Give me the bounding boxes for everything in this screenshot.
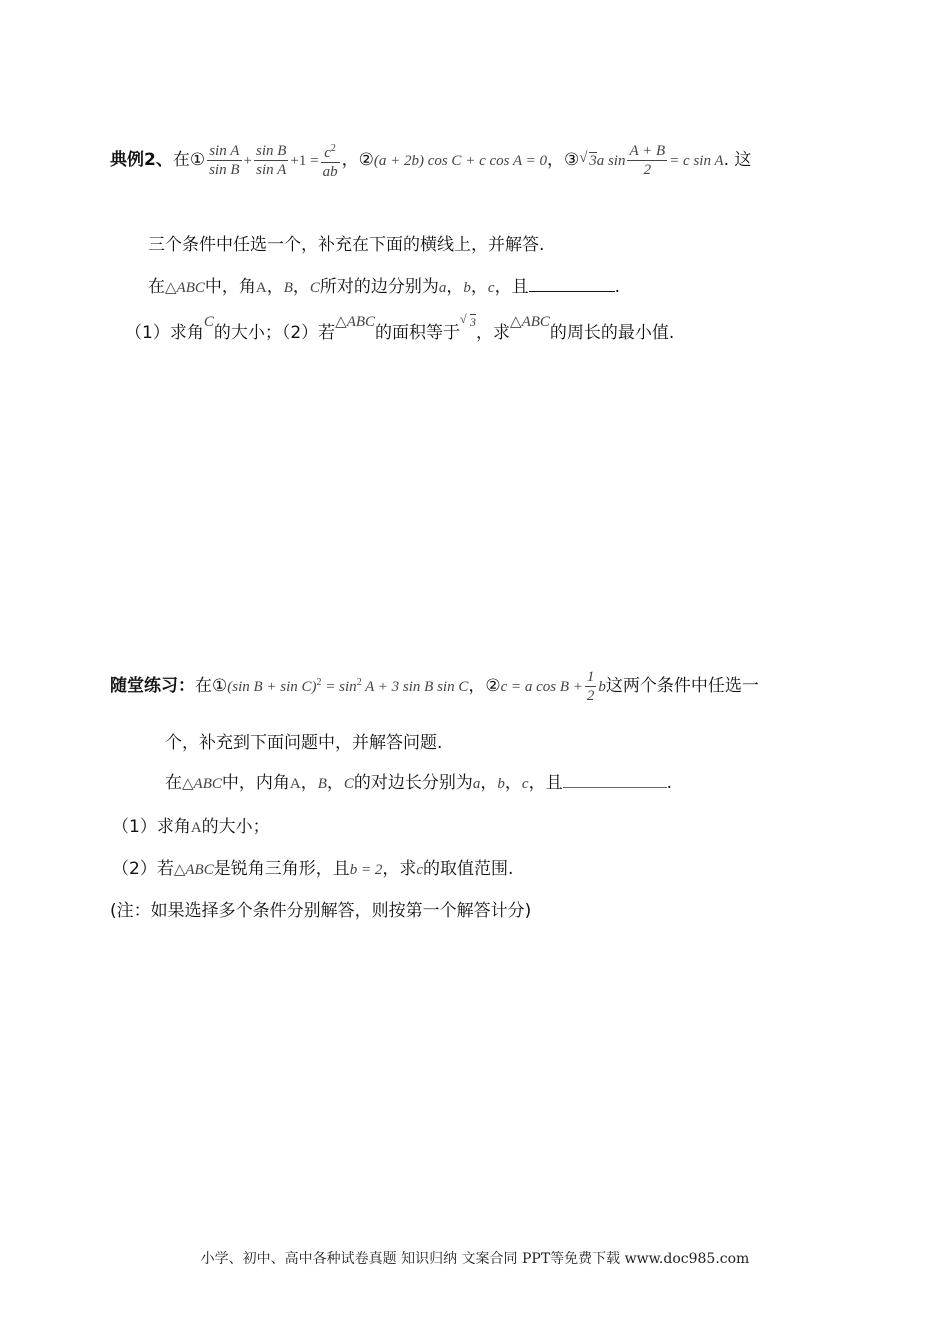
practice-line1: 随堂练习：在①(sin $B + \sin C)^2 = \sin^2 A + 3$ sin B sin C，②c = a cos B + $\frac{1}{2}$ b这两个条件中任选一 <box>110 669 759 704</box>
p-q1b: 的大小； <box>201 817 270 837</box>
p-answer-blank[interactable] <box>563 783 667 788</box>
p-q2-c: c <box>416 862 423 878</box>
e2-l3e: . <box>614 277 620 297</box>
p-side-b: b <box>497 776 505 792</box>
condition-1-frac-c: $\frac{c^2}{ab}$ <box>321 140 340 181</box>
p-triangle-abc: △ABC <box>182 776 222 792</box>
side-c: c <box>487 280 495 296</box>
p-q2: （2）若 <box>112 859 174 879</box>
p-angle-b: B <box>317 776 327 792</box>
example2-intro: 在 <box>172 150 190 170</box>
practice-q1 <box>112 812 270 837</box>
triangle-abc-q: △ABC <box>335 314 376 330</box>
angle-c-q: C <box>203 314 214 330</box>
practice-line3: 在△ABC中，内角A，B，C的对边长分别为a，b，c，且 . <box>165 773 672 793</box>
circle-2: ② <box>358 150 374 170</box>
p-angle-c: C <box>343 776 354 792</box>
circle-3: ③ <box>563 150 580 170</box>
answer-blank[interactable] <box>529 287 615 292</box>
footer: 小学、初中、高中各种试卷真题 知识归纳 文案合同 PPT等免费下载 www.doc985.com <box>200 1251 750 1267</box>
e2-l3d: ，且 <box>494 277 529 297</box>
p-q1-angle: A <box>190 820 202 836</box>
p-l3a: 在 <box>165 773 182 793</box>
example2-label: 典例2、 <box>110 150 173 170</box>
practice-intro: 在① <box>195 676 228 696</box>
example2-questions <box>125 314 675 343</box>
p-side-c: c <box>521 776 529 792</box>
condition-3: √ 3a sin <box>579 153 625 169</box>
e2-q1c: 的面积等于 <box>375 323 461 343</box>
sep-2: ， <box>546 150 564 170</box>
angle-a: A <box>255 280 267 296</box>
practice-condition-2: c = a cos B + <box>500 679 583 695</box>
e2-q1d: ，求 <box>476 323 511 343</box>
condition-3-frac: $\frac{A + B}{2}$ <box>629 143 666 178</box>
side-a: a <box>438 280 447 296</box>
e2-q1e: 的周长的最小值. <box>549 323 675 343</box>
p-l3d: ，且 <box>528 773 563 793</box>
angle-c: C <box>309 280 320 296</box>
example2-line1: 典例2、在① $\frac{\text{sin A}}{\text{sin B}}$ + $\frac{\text{sin B}}{\text{sin A}}$ +1 = $\frac{c^2}{ab}$ ，②(a + 2b) cos C + c cos A = 0，③√ 3a sin $\frac{A + B}{2}$ = c sin A. 这 <box>110 140 751 181</box>
condition-1-frac-a: $\frac{\text{sin A}}{\text{sin B}}$ <box>209 143 240 178</box>
p-q2-b-eq: b = 2 <box>349 862 383 878</box>
sqrt3: √ $^3$ <box>460 315 476 329</box>
practice-tail: 这两个条件中任选一 <box>605 676 759 696</box>
p-l3e: . <box>666 773 672 793</box>
e2-q1: （1）求角 <box>125 323 204 343</box>
circle-1: ① <box>189 150 206 170</box>
p-q2-triangle: △ABC <box>173 862 214 878</box>
example2-line2: 三个条件中任选一个，补充在下面的横线上，并解答. <box>148 235 545 255</box>
p-l3c: 的对边长分别为 <box>353 773 473 793</box>
e2-q1b: 的大小；（2）若 <box>213 323 336 343</box>
e2-l3c: 所对的边分别为 <box>319 277 439 297</box>
condition-1-frac-b: $\frac{\text{sin B}}{\text{sin A}}$ <box>255 143 287 178</box>
condition-2: (a + 2b) cos C + c cos A = 0 <box>373 153 547 169</box>
practice-note: (注：如果选择多个条件分别解答，则按第一个解答计分) <box>110 901 532 921</box>
half-frac: $\frac{1}{2}$ <box>586 669 595 704</box>
practice-label: 随堂练习： <box>110 676 195 696</box>
angle-b: B <box>283 280 293 296</box>
triangle-abc: △ABC <box>165 280 205 296</box>
p-side-a: a <box>472 776 481 792</box>
p-q2b: 是锐角三角形，且 <box>213 859 350 879</box>
practice-line2: 个，补充到下面问题中，并解答问题. <box>165 733 443 753</box>
p-q1: （1）求角 <box>112 817 191 837</box>
triangle-abc-q2: △ABC <box>510 314 550 330</box>
e2-l3b: 中，角 <box>204 277 256 297</box>
side-b: b <box>463 280 471 296</box>
example2-end: . 这 <box>723 150 752 170</box>
p-angle-a: A <box>289 776 301 792</box>
practice-circle2: ，② <box>468 676 501 696</box>
practice-q2 <box>112 854 513 879</box>
p-q2c: ，求 <box>382 859 417 879</box>
p-q2d: 的取值范围. <box>423 859 514 879</box>
p-l3b: 中，内角 <box>221 773 290 793</box>
practice-condition-1: (sin $B + \sin C)^2 = \sin^2 A + 3$ sin B sin C <box>227 677 469 695</box>
sep-1: ， <box>341 150 359 170</box>
e2-l3a: 在 <box>148 277 165 297</box>
example2-line3: 在△ABC中，角A，B，C所对的边分别为a，b，c，且 . <box>148 277 620 297</box>
